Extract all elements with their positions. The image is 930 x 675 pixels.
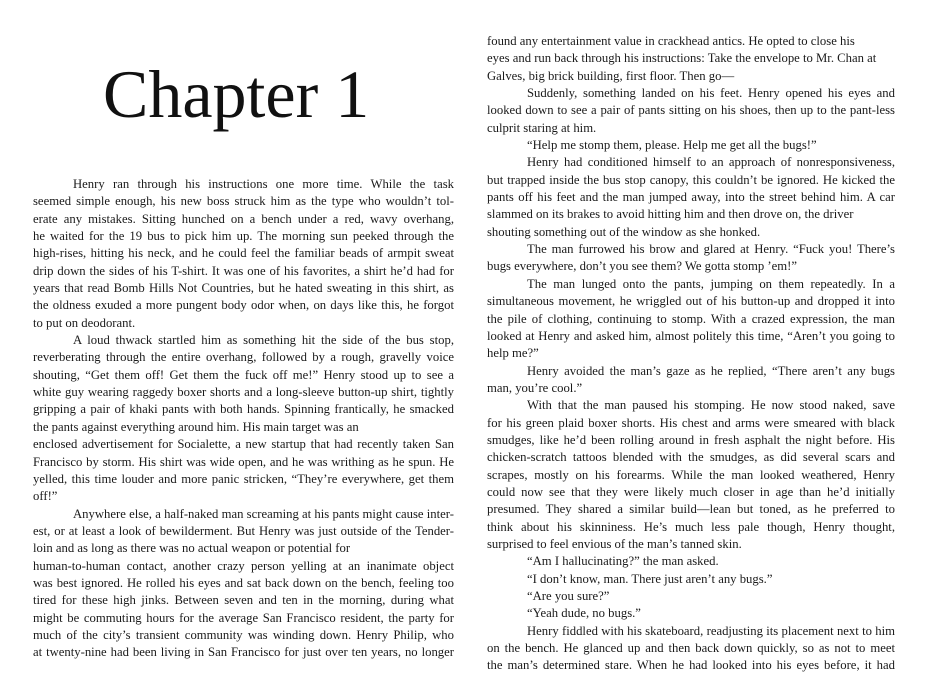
text-line: think about his skinniness. He’s much less pale though, Henry thought, (487, 519, 895, 534)
text-line: human-to-human contact, another crazy person yelling at an inanimate object (33, 558, 454, 573)
text-line: the pants against everything around him. His main target was an (33, 419, 359, 434)
text-line: With that the man paused his stomping. He now stood naked, save (527, 398, 895, 413)
text-line: high-rises, hitting his neck, and he could feel the familiar beads of armpit sweat (33, 246, 454, 261)
text-line: man, you’re cool.” (487, 380, 583, 395)
text-line: “Yeah dude, no bugs.” (527, 606, 641, 621)
text-line: at twenty-nine had been living in San Francisco for just over ten years, no longer (33, 645, 454, 660)
text-line: looked at Henry and asked him, almost politely this time, “Aren’t you going to (487, 328, 895, 343)
text-line: A loud thwack startled him as something hit the side of the bus stop, (73, 333, 454, 348)
text-line: pants off his feet and the man jumped away, into the street behind him. A car (487, 190, 895, 205)
text-line: simultaneous movement, he wriggled out of his button-up and dropped it into (487, 294, 895, 309)
text-line: he waited for the 19 bus to pick him up. The morning sun peeked through the (33, 229, 454, 244)
text-line: “I don’t know, man. There just aren’t any bugs.” (527, 571, 773, 586)
text-line: The man furrowed his brow and glared at Henry. “Fuck you! There’s (527, 242, 895, 257)
text-line: the pile of clothing, continuing to stomp. With a crazed expression, the man (487, 311, 895, 326)
text-line: seemed simple enough, his new boss struck him as the type who wouldn’t tol- (33, 194, 454, 209)
text-line: gripping a pair of khaki pants with both hands. Spinning frantically, he smacked (33, 402, 454, 417)
text-line: Anywhere else, a half-naked man screaming at his pants might cause inter- (73, 506, 454, 521)
text-line: scrapes, mostly on his forearms. While the man looked weathered, Henry (487, 467, 895, 482)
text-line: enclosed advertisement for Socialette, a new startup that had recently taken San (33, 437, 454, 452)
text-line: The man lunged onto the pants, jumping on them repeatedly. In a (527, 276, 895, 291)
text-line: surprised to feel envious of the man’s tanned skin. (487, 536, 742, 551)
text-line: est, or at least a look of bewilderment. But Henry was just outside of the Tender- (33, 523, 454, 538)
text-line: Henry avoided the man’s gaze as he replied, “There aren’t any bugs (527, 363, 895, 378)
left-page (33, 0, 454, 666)
text-line: culprit staring at him. (487, 120, 597, 135)
text-line: Henry had conditioned himself to an approach of nonresponsiveness, (527, 155, 895, 170)
text-line: tired for these high jinks. Between seven and ten in the morning, during what (33, 593, 454, 608)
text-line: “Are you sure?” (527, 589, 610, 603)
text-line: Galves, big brick building, first floor. Then go— (487, 68, 735, 83)
text-line: presumed. They shared a similar build—lean but toned, as he preferred to (487, 502, 895, 517)
text-line: drip down the sides of his T-shirt. It was one of his favorites, a shirt he’d had for (33, 263, 454, 278)
text-line: the oldness exuded a more pungent body odor when, on days like this, he forgot (33, 298, 454, 313)
text-line: for his green plaid boxer shorts. His chest and arms were smeared with black (487, 415, 895, 430)
text-line: shouting something out of the window as she honked. (487, 224, 761, 239)
text-line: could now see that they were likely much closer in age than he’d initially (487, 484, 895, 499)
text-line: white guy wearing raggedy boxer shorts and a long-sleeve button-up shirt, tightly (33, 385, 454, 400)
text-line: the man’s determined stare. When he had looked into his eyes before, it had (487, 658, 895, 673)
chapter-title: Chapter 1 (103, 56, 370, 132)
text-line: to put on deodorant. (33, 315, 136, 330)
text-line: Henry ran through his instructions one more time. While the task (73, 177, 454, 191)
text-line: found any entertainment value in crackhead antics. He opted to close his (487, 34, 855, 48)
text-line: Francisco by storm. His shirt was wide open, and he was writhing as he spun. He (33, 454, 454, 469)
right-page (487, 0, 895, 673)
text-line: reverberating through the entire overhang, followed by a rough, gravelly voice (33, 350, 454, 365)
text-line: loin and as long as there was no actual weapon or potential for (33, 541, 351, 556)
text-line: eyes and run back through his instructions: Take the envelope to Mr. Chan at (487, 51, 877, 66)
text-line: but trapped inside the bus stop canopy, this couldn’t be ignored. He kicked the (487, 172, 895, 187)
text-line: help me?” (487, 346, 539, 361)
text-line: looked down to see a pair of pants sitting on his shoes, then up to the pant-less (487, 103, 895, 118)
text-line: on the bench. He glanced up and then back down quickly, so as not to meet (487, 641, 895, 656)
text-line: smudges, like he’d been rolling around in fresh asphalt the night before. His (487, 432, 895, 447)
text-line: bugs everywhere, don’t you see them? We gotta stomp ’em!” (487, 259, 797, 274)
text-line: yelled, this time louder and more panic stricken, “They’re everywhere, get them (33, 471, 454, 486)
text-line: erate any mistakes. Sitting hunched on a bench under a red, wavy overhang, (33, 211, 454, 226)
text-line: “Am I hallucinating?” the man asked. (527, 554, 719, 569)
text-line: years that read Bomb Hills Not Countries, but he hated sweating in this shirt, as (33, 281, 454, 296)
text-line: Suddenly, something landed on his feet. Henry opened his eyes and (527, 86, 895, 101)
text-line: slammed on its brakes to avoid hitting him and then drove on, the driver (487, 207, 854, 222)
text-line: might be commuting hours for the average San Francisco resident, the party for (33, 610, 454, 625)
text-line: was best ignored. He rolled his eyes and sat back down on the bench, feeling too (33, 575, 454, 590)
text-line: Henry fiddled with his skateboard, readjusting its placement next to him (527, 623, 895, 638)
right-page-body (487, 33, 895, 675)
text-line: much of the city’s transient community was winding down. Henry Philip, who (33, 627, 454, 642)
text-line: shouting, “Get them off! Get them the fuck off me!” Henry stood up to see a (33, 367, 454, 382)
left-page-body (33, 176, 454, 662)
text-line: “Help me stomp them, please. Help me get all the bugs!” (527, 138, 817, 153)
text-line: chicken-scratch tattoos blended with the smudges, as did several scars and (487, 450, 895, 465)
text-line: off!” (33, 489, 58, 504)
